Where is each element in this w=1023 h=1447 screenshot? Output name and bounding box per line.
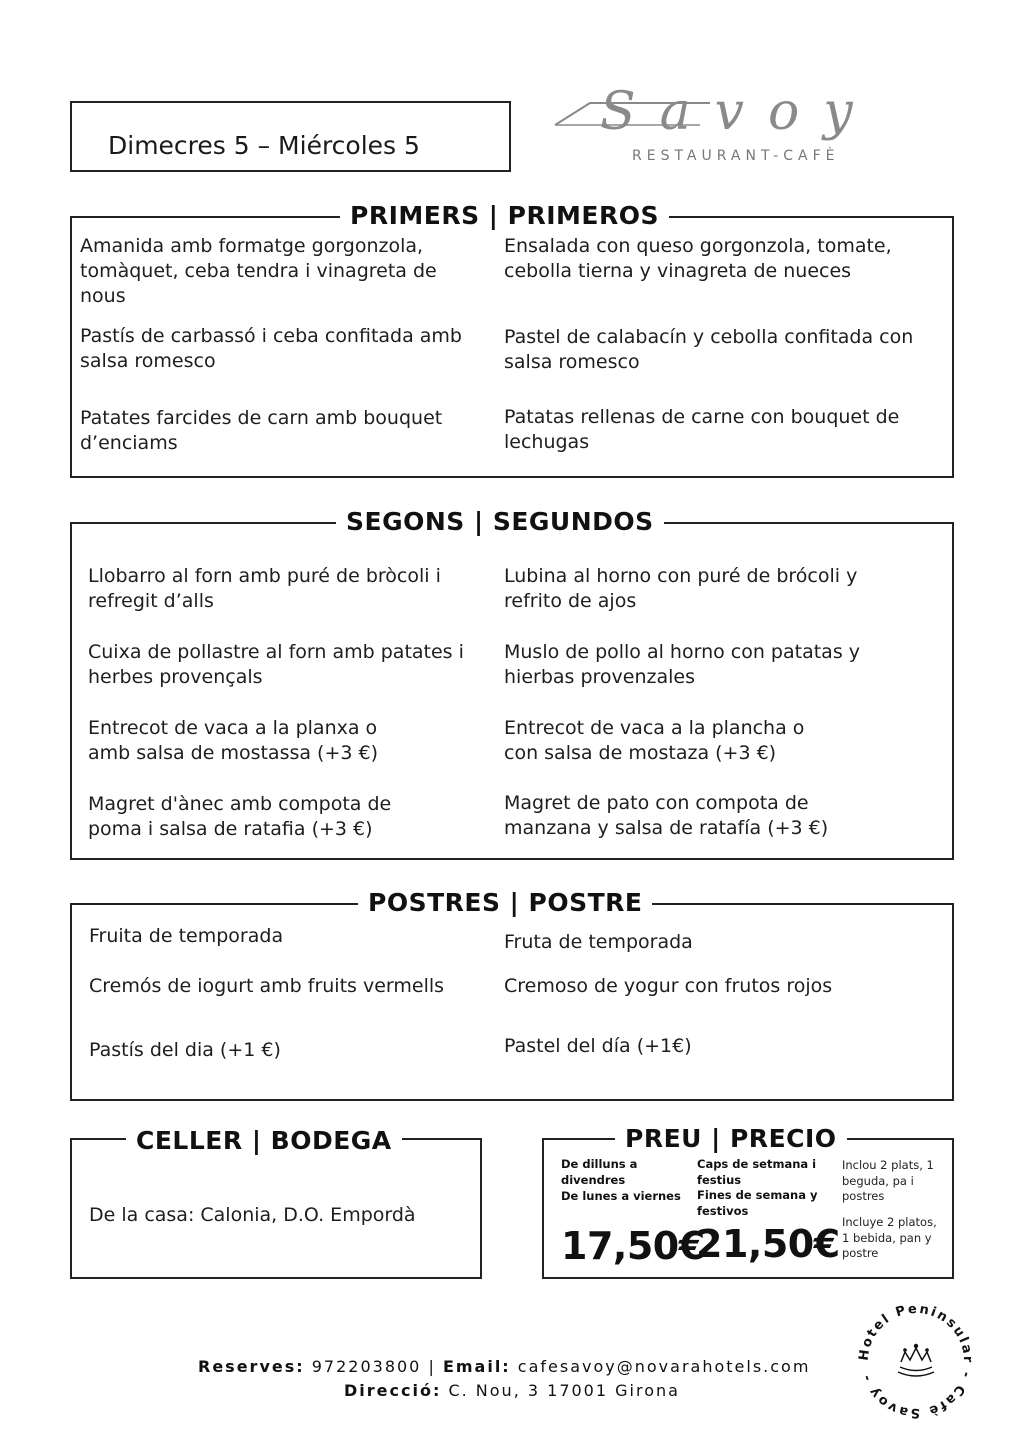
logo-wordmark: Savoy: [600, 82, 877, 142]
postres-item-ca: Pastís del dia (+1 €): [89, 1039, 281, 1061]
includes-es: Incluye 2 platos, 1 bebida, pan y postre: [842, 1215, 937, 1260]
segons-title: SEGONS | SEGUNDOS: [336, 507, 664, 537]
primers-title: PRIMERS | PRIMEROS: [340, 201, 669, 231]
postres-item-es: Pastel del día (+1€): [504, 1035, 692, 1057]
segons-item-es: Entrecot de vaca a la plancha o con salsa de mostaza (+3 €): [504, 717, 805, 764]
postres-item-ca: Cremós de iogurt amb fruits vermells: [89, 975, 445, 997]
primers-item-es: Ensalada con queso gorgonzola, tomate, cebolla tierna y vinagreta de nueces: [504, 235, 892, 282]
segons-item-es: Magret de pato con compota de manzana y salsa de ratafía (+3 €): [504, 792, 829, 839]
menu-date: Dimecres 5 – Miércoles 5: [108, 131, 420, 160]
segons-item-ca: Magret d'ànec amb compota de poma i salsa de ratafia (+3 €): [88, 793, 392, 840]
email-address[interactable]: cafesavoy@novarahotels.com: [517, 1357, 811, 1376]
address-label: Direcció:: [344, 1381, 442, 1400]
primers-item-ca: Amanida amb formatge gorgonzola, tomàquet, ceba tendra i vinagreta de nous: [80, 235, 437, 307]
celler-title: CELLER | BODEGA: [126, 1126, 402, 1156]
segons-item-ca: Cuixa de pollastre al forn amb patates i herbes provençals: [88, 641, 464, 688]
footer-contact-line: [198, 1357, 810, 1376]
segons-item-ca: Llobarro al forn amb puré de bròcoli i refregit d’alls: [88, 565, 441, 612]
weekend-label-ca: Caps de setmana i festius: [697, 1157, 817, 1187]
weekend-label-es: Fines de semana y festivos: [697, 1188, 818, 1218]
primers-item-ca: Pastís de carbassó i ceba confitada amb salsa romesco: [80, 325, 462, 372]
logo-subtitle: RESTAURANT-CAFÈ: [632, 148, 840, 164]
segons-item-es: Muslo de pollo al horno con patatas y hierbas provenzales: [504, 641, 861, 688]
hotel-stamp-icon: [855, 1300, 977, 1422]
address-text: C. Nou, 3 17001 Girona: [448, 1381, 680, 1400]
weekday-label-es: De lunes a viernes: [561, 1189, 681, 1203]
postres-item-es: Fruta de temporada: [504, 931, 693, 953]
email-label: Email:: [442, 1357, 511, 1376]
segons-item-es: Lubina al horno con puré de brócoli y refrito de ajos: [504, 565, 858, 612]
footer-address-line: [344, 1381, 680, 1400]
primers-item-ca: Patates farcides de carn amb bouquet d’enciams: [80, 407, 443, 454]
footer-separator: |: [428, 1357, 436, 1376]
postres-item-ca: Fruita de temporada: [89, 925, 284, 947]
primers-item-es: Pastel de calabacín y cebolla confitada con salsa romesco: [504, 326, 914, 373]
postres-title: POSTRES | POSTRE: [358, 888, 652, 918]
weekend-price: 21,50€: [696, 1222, 840, 1266]
includes-ca: Inclou 2 plats, 1 beguda, pa i postres: [842, 1158, 934, 1203]
stamp-text: Hotel Peninsular - Cafè Savoy -: [856, 1301, 976, 1421]
weekday-price: 17,50€: [561, 1224, 705, 1268]
reserves-label: Reserves:: [198, 1357, 305, 1376]
phone-number[interactable]: 972203800: [311, 1357, 422, 1376]
celler-wine: De la casa: Calonia, D.O. Empordà: [89, 1204, 416, 1226]
postres-item-es: Cremoso de yogur con frutos rojos: [504, 975, 833, 997]
primers-item-es: Patatas rellenas de carne con bouquet de lechugas: [504, 406, 900, 453]
svg-text:Hotel Peninsular - Cafè Savoy: [857, 1302, 975, 1420]
preu-title: PREU | PRECIO: [615, 1124, 847, 1154]
weekday-label-ca: De dilluns a divendres: [561, 1157, 638, 1187]
segons-item-ca: Entrecot de vaca a la planxa o amb salsa de mostassa (+3 €): [88, 717, 379, 764]
